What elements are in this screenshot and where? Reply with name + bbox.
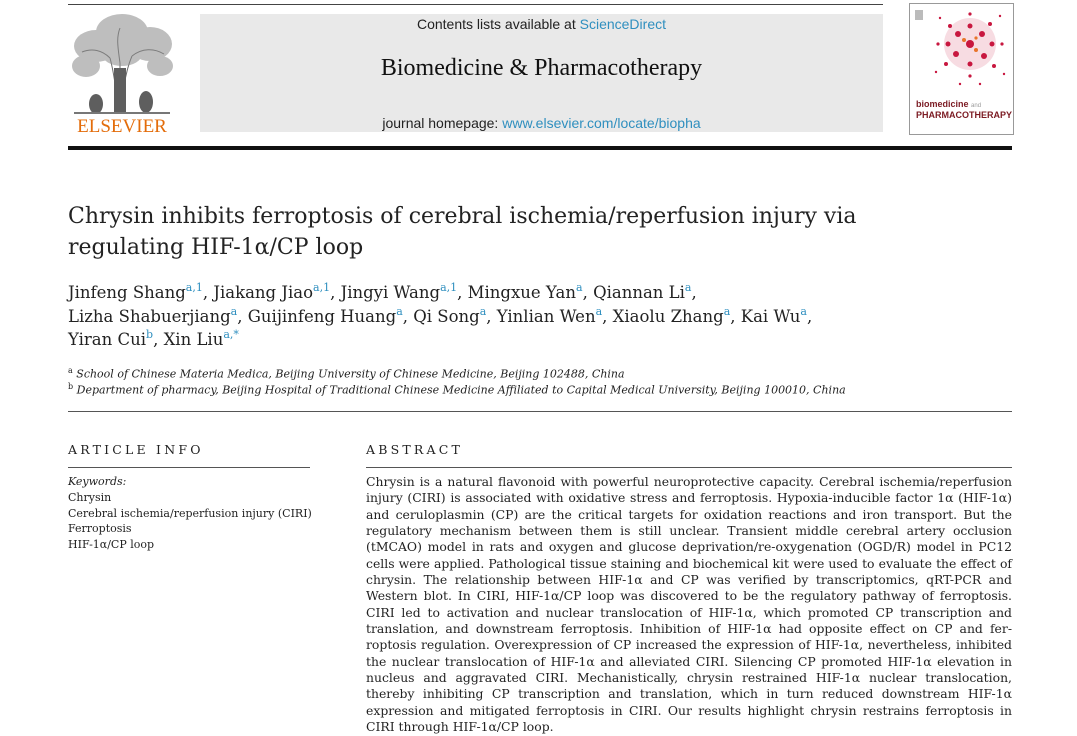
author-separator: ,: [153, 330, 164, 349]
author-name: Kai Wu: [740, 306, 801, 326]
affiliation-text: Department of pharmacy, Beijing Hospital of Traditional Chinese Medicine Affiliated to Capital Medical University, Beijing 100010, China: [76, 383, 846, 397]
affiliation-b: [68, 382, 846, 397]
article-info-heading: ARTICLE INFO: [68, 442, 204, 457]
article-title: Chrysin inhibits ferroptosis of cerebral ischemia/reperfusion injury via regulating HIF-1α/CP loop: [68, 204, 857, 260]
publisher-wordmark: ELSEVIER: [77, 116, 167, 136]
journal-title: Biomedicine & Pharmacotherapy: [380, 55, 703, 81]
cover-dots-graphic: [910, 4, 1013, 100]
author-separator: ,: [582, 283, 594, 302]
abstract-heading: ABSTRACT: [366, 442, 464, 457]
author-name: Jinfeng Shang: [68, 283, 186, 302]
author-affiliation-mark[interactable]: a,*: [223, 328, 239, 341]
cover-line-2: PHARMACOTHERAPY: [916, 110, 1013, 120]
author-affiliation-mark[interactable]: a,1: [185, 281, 203, 294]
author-name: Jingyi Wang: [340, 283, 441, 302]
contents-prefix: Contents lists available at: [416, 16, 580, 32]
author-separator: ,: [691, 283, 697, 302]
author-name: Xin Liu: [163, 330, 224, 349]
elsevier-tree-logo: [66, 8, 178, 136]
author-name: Xiaolu Zhang: [612, 306, 724, 326]
author-name: Yiran Cui: [68, 330, 147, 349]
author-affiliation-mark[interactable]: a,1: [440, 281, 458, 294]
author-name: Jiakang Jiao: [213, 283, 314, 302]
keyword: Cerebral ischemia/reperfusion injury (CIRI): [68, 506, 312, 520]
author-affiliation-mark[interactable]: a: [576, 281, 583, 294]
journal-homepage: [200, 115, 883, 131]
author-separator: ,: [457, 283, 468, 302]
author-affiliation-mark[interactable]: a: [684, 281, 692, 294]
author-affiliation-mark[interactable]: a: [595, 304, 603, 318]
abstract-text: Chrysin is a natural flavonoid with powerful neuroprotective capacity. Cerebral ischemia/reperfusion injury (CIRI) is associated with oxidative stress and ferroptosis. Hypoxia-inducible factor 1α (HIF-1α) and ceruloplasmin (CP) are the critical targets for oxidation reactions and iron transport. But the regulatory mechanism between them is still unclear. Transient middle cerebral artery occlusion (tMCAO) model in rats and oxygen and glucose deprivation/re-oxygenation (OGD/R) model in PC12 cells were applied. Pathological tissue staining and biochemical kit were used to evaluate the effect of chrysin. The relationship between HIF-1α and CP was verified by transcriptomics, qRT-PCR and Western blot. In CIRI, HIF-1α/CP loop was discovered to be the regulatory pathway of ferroptosis. CIRI led to activation and nuclear translocation of HIF-1α, which promoted CP transcription and translation, and downstream ferroptosis. Inhibition of HIF-1α had opposite effect on CP and ferroptosis regulation. Overexpression of CP increased the expression of HIF-1α, nevertheless, inhibited the nuclear translocation of HIF-1α and alleviated CIRI. Silencing CP promoted HIF-1α elevation in nucleus and aggravated CIRI. Mechanistically, chrysin restrained HIF-1α nuclear translocation, thereby inhibiting CP transcription and translation, which in turn reduced downstream HIF-1α expression and mitigated ferroptosis in CIRI. Our results highlight chrysin restrains ferroptosis in CIRI through HIF-1α/CP loop.: [366, 474, 1012, 735]
author-separator: ,: [730, 306, 741, 326]
author-name: Guijinfeng Huang: [247, 306, 397, 326]
author-separator: ,: [402, 306, 414, 326]
author-affiliation-mark[interactable]: a: [723, 304, 731, 318]
author-affiliation-mark[interactable]: a: [230, 304, 238, 318]
author-affiliation-mark[interactable]: a: [800, 304, 807, 318]
cover-line-1: biomedicine: [916, 99, 969, 109]
affiliation-text: School of Chinese Materia Medica, Beijing University of Chinese Medicine, Beijing 102488, China: [76, 367, 625, 381]
author-name: Qiannan Li: [593, 283, 685, 302]
author-list: [68, 281, 1008, 352]
homepage-prefix: journal homepage:: [382, 115, 503, 131]
author-affiliation-mark[interactable]: a,1: [313, 281, 331, 294]
author-separator: ,: [330, 283, 341, 302]
keywords-list: [68, 490, 312, 552]
affiliation-mark: a: [68, 366, 73, 375]
keywords-label: Keywords:: [68, 475, 127, 488]
sciencedirect-link[interactable]: ScienceDirect: [579, 16, 666, 32]
keyword: Ferroptosis: [68, 522, 132, 535]
cover-journal-name: [916, 100, 1012, 120]
author-name: Yinlian Wen: [496, 306, 596, 326]
author-affiliation-mark[interactable]: a: [396, 304, 403, 318]
keyword: HIF-1α/CP loop: [68, 537, 155, 551]
author-separator: ,: [237, 306, 248, 326]
author-affiliation-mark[interactable]: b: [146, 328, 154, 341]
homepage-link[interactable]: www.elsevier.com/locate/biopha: [502, 115, 701, 131]
top-rule: [68, 4, 883, 5]
affiliation-mark: b: [68, 382, 74, 391]
header-divider: [68, 146, 1012, 150]
author-name: Lizha Shabuerjiang: [68, 306, 231, 326]
author-separator: ,: [202, 283, 214, 302]
article-info-rule: [68, 467, 310, 468]
affiliation-divider: [68, 411, 1012, 412]
author-name: Qi Song: [413, 306, 480, 326]
keyword: Chrysin: [68, 491, 112, 504]
author-separator: ,: [486, 306, 497, 326]
journal-cover-thumbnail: [909, 3, 1014, 135]
cover-line-1b: and: [971, 103, 982, 109]
author-separator: ,: [602, 306, 613, 326]
contents-availability: [200, 16, 883, 32]
abstract-rule: [366, 467, 1012, 468]
affiliation-a: [68, 366, 625, 381]
author-name: Mingxue Yan: [467, 283, 577, 302]
author-separator: ,: [806, 306, 813, 326]
author-affiliation-mark[interactable]: a: [479, 304, 487, 318]
